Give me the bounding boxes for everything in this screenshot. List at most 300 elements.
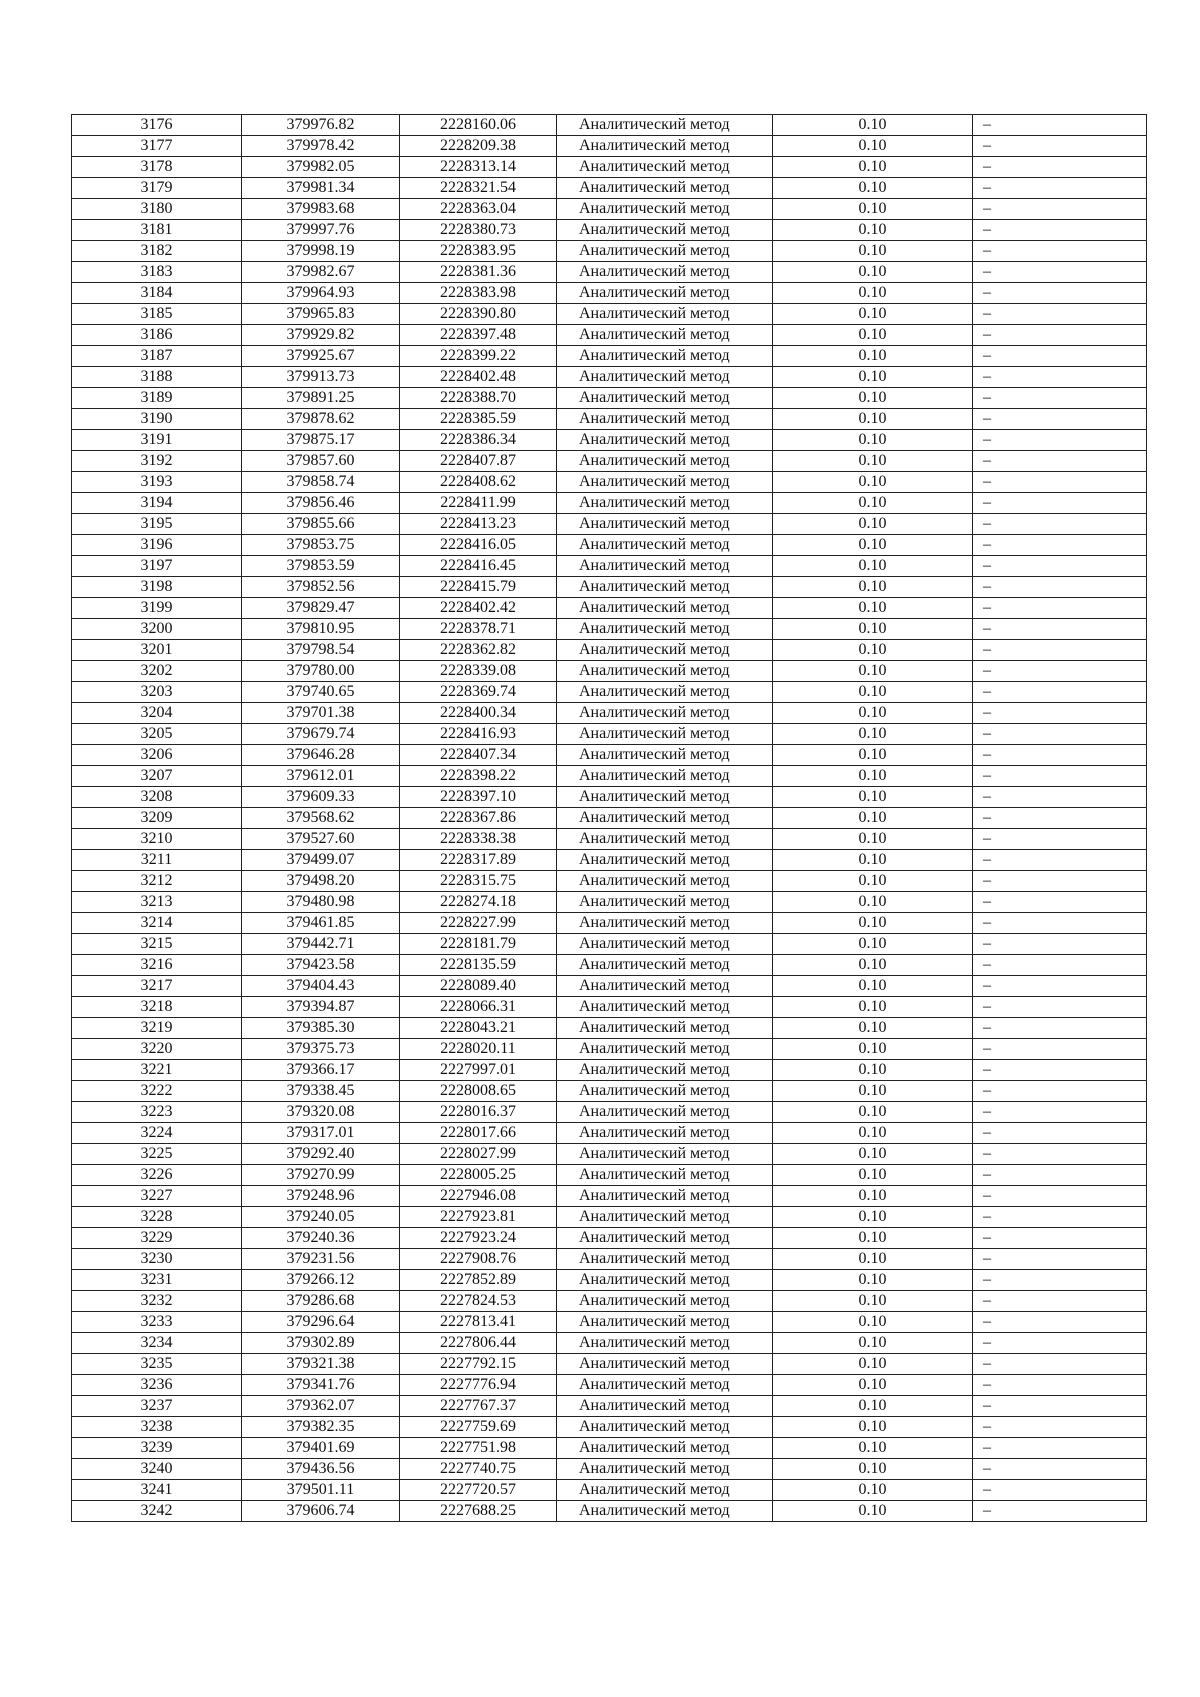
point-number-cell: 3176 (72, 115, 242, 136)
y-coordinate-cell: 2228415.79 (400, 577, 557, 598)
y-coordinate-cell: 2228338.38 (400, 829, 557, 850)
note-cell: – (973, 1165, 1147, 1186)
accuracy-cell: 0.10 (773, 640, 973, 661)
point-number-cell: 3237 (72, 1396, 242, 1417)
accuracy-cell: 0.10 (773, 199, 973, 220)
table-row (72, 157, 1147, 178)
accuracy-cell: 0.10 (773, 325, 973, 346)
x-coordinate-cell: 379394.87 (242, 997, 400, 1018)
accuracy-cell: 0.10 (773, 997, 973, 1018)
y-coordinate-cell: 2228402.48 (400, 367, 557, 388)
accuracy-cell: 0.10 (773, 1102, 973, 1123)
point-number-cell: 3238 (72, 1417, 242, 1438)
y-coordinate-cell: 2228385.59 (400, 409, 557, 430)
table-row (72, 577, 1147, 598)
y-coordinate-cell: 2228313.14 (400, 157, 557, 178)
x-coordinate-cell: 379375.73 (242, 1039, 400, 1060)
note-cell: – (973, 1207, 1147, 1228)
note-cell: – (973, 199, 1147, 220)
x-coordinate-cell: 379976.82 (242, 115, 400, 136)
table-row (72, 871, 1147, 892)
method-cell: Аналитический метод (557, 913, 773, 934)
x-coordinate-cell: 379296.64 (242, 1312, 400, 1333)
x-coordinate-cell: 379606.74 (242, 1501, 400, 1522)
y-coordinate-cell: 2228416.05 (400, 535, 557, 556)
accuracy-cell: 0.10 (773, 577, 973, 598)
method-cell: Аналитический метод (557, 1186, 773, 1207)
table-row (72, 1291, 1147, 1312)
x-coordinate-cell: 379925.67 (242, 346, 400, 367)
x-coordinate-cell: 379266.12 (242, 1270, 400, 1291)
point-number-cell: 3178 (72, 157, 242, 178)
accuracy-cell: 0.10 (773, 955, 973, 976)
accuracy-cell: 0.10 (773, 871, 973, 892)
x-coordinate-cell: 379858.74 (242, 472, 400, 493)
note-cell: – (973, 1081, 1147, 1102)
method-cell: Аналитический метод (557, 556, 773, 577)
method-cell: Аналитический метод (557, 871, 773, 892)
note-cell: – (973, 157, 1147, 178)
table-row (72, 304, 1147, 325)
point-number-cell: 3229 (72, 1228, 242, 1249)
table-row (72, 1039, 1147, 1060)
method-cell: Аналитический метод (557, 1480, 773, 1501)
method-cell: Аналитический метод (557, 682, 773, 703)
accuracy-cell: 0.10 (773, 1270, 973, 1291)
y-coordinate-cell: 2227740.75 (400, 1459, 557, 1480)
accuracy-cell: 0.10 (773, 493, 973, 514)
y-coordinate-cell: 2228407.34 (400, 745, 557, 766)
point-number-cell: 3189 (72, 388, 242, 409)
y-coordinate-cell: 2228135.59 (400, 955, 557, 976)
y-coordinate-cell: 2228181.79 (400, 934, 557, 955)
table-row (72, 1438, 1147, 1459)
x-coordinate-cell: 379913.73 (242, 367, 400, 388)
note-cell: – (973, 493, 1147, 514)
note-cell: – (973, 661, 1147, 682)
accuracy-cell: 0.10 (773, 787, 973, 808)
x-coordinate-cell: 379998.19 (242, 241, 400, 262)
method-cell: Аналитический метод (557, 1123, 773, 1144)
x-coordinate-cell: 379929.82 (242, 325, 400, 346)
note-cell: – (973, 1144, 1147, 1165)
note-cell: – (973, 1459, 1147, 1480)
method-cell: Аналитический метод (557, 1228, 773, 1249)
method-cell: Аналитический метод (557, 367, 773, 388)
y-coordinate-cell: 2227946.08 (400, 1186, 557, 1207)
accuracy-cell: 0.10 (773, 892, 973, 913)
y-coordinate-cell: 2227852.89 (400, 1270, 557, 1291)
method-cell: Аналитический метод (557, 1333, 773, 1354)
x-coordinate-cell: 379286.68 (242, 1291, 400, 1312)
x-coordinate-cell: 379382.35 (242, 1417, 400, 1438)
note-cell: – (973, 934, 1147, 955)
point-number-cell: 3220 (72, 1039, 242, 1060)
method-cell: Аналитический метод (557, 283, 773, 304)
accuracy-cell: 0.10 (773, 1228, 973, 1249)
accuracy-cell: 0.10 (773, 388, 973, 409)
y-coordinate-cell: 2227813.41 (400, 1312, 557, 1333)
y-coordinate-cell: 2227759.69 (400, 1417, 557, 1438)
table-row (72, 451, 1147, 472)
y-coordinate-cell: 2228388.70 (400, 388, 557, 409)
point-number-cell: 3217 (72, 976, 242, 997)
x-coordinate-cell: 379875.17 (242, 430, 400, 451)
table-row (72, 829, 1147, 850)
coordinates-table (71, 114, 1147, 1522)
accuracy-cell: 0.10 (773, 1207, 973, 1228)
accuracy-cell: 0.10 (773, 115, 973, 136)
table-row (72, 1501, 1147, 1522)
method-cell: Аналитический метод (557, 1312, 773, 1333)
point-number-cell: 3218 (72, 997, 242, 1018)
x-coordinate-cell: 379982.05 (242, 157, 400, 178)
point-number-cell: 3228 (72, 1207, 242, 1228)
y-coordinate-cell: 2228381.36 (400, 262, 557, 283)
method-cell: Аналитический метод (557, 1291, 773, 1312)
accuracy-cell: 0.10 (773, 1249, 973, 1270)
y-coordinate-cell: 2228413.23 (400, 514, 557, 535)
point-number-cell: 3177 (72, 136, 242, 157)
note-cell: – (973, 409, 1147, 430)
x-coordinate-cell: 379240.05 (242, 1207, 400, 1228)
point-number-cell: 3219 (72, 1018, 242, 1039)
note-cell: – (973, 262, 1147, 283)
note-cell: – (973, 745, 1147, 766)
note-cell: – (973, 1102, 1147, 1123)
y-coordinate-cell: 2228397.48 (400, 325, 557, 346)
x-coordinate-cell: 379320.08 (242, 1102, 400, 1123)
method-cell: Аналитический метод (557, 1438, 773, 1459)
method-cell: Аналитический метод (557, 178, 773, 199)
accuracy-cell: 0.10 (773, 1165, 973, 1186)
accuracy-cell: 0.10 (773, 703, 973, 724)
method-cell: Аналитический метод (557, 808, 773, 829)
y-coordinate-cell: 2228397.10 (400, 787, 557, 808)
method-cell: Аналитический метод (557, 724, 773, 745)
point-number-cell: 3239 (72, 1438, 242, 1459)
method-cell: Аналитический метод (557, 1396, 773, 1417)
point-number-cell: 3224 (72, 1123, 242, 1144)
table-row (72, 976, 1147, 997)
note-cell: – (973, 1438, 1147, 1459)
x-coordinate-cell: 379983.68 (242, 199, 400, 220)
point-number-cell: 3205 (72, 724, 242, 745)
table-row (72, 388, 1147, 409)
table-row (72, 1417, 1147, 1438)
table-row (72, 262, 1147, 283)
method-cell: Аналитический метод (557, 1144, 773, 1165)
table-row (72, 346, 1147, 367)
note-cell: – (973, 1501, 1147, 1522)
accuracy-cell: 0.10 (773, 367, 973, 388)
table-row (72, 1333, 1147, 1354)
accuracy-cell: 0.10 (773, 1417, 973, 1438)
method-cell: Аналитический метод (557, 514, 773, 535)
x-coordinate-cell: 379856.46 (242, 493, 400, 514)
y-coordinate-cell: 2228209.38 (400, 136, 557, 157)
x-coordinate-cell: 379853.59 (242, 556, 400, 577)
method-cell: Аналитический метод (557, 934, 773, 955)
x-coordinate-cell: 379385.30 (242, 1018, 400, 1039)
point-number-cell: 3214 (72, 913, 242, 934)
table-row (72, 1228, 1147, 1249)
method-cell: Аналитический метод (557, 409, 773, 430)
point-number-cell: 3206 (72, 745, 242, 766)
y-coordinate-cell: 2228411.99 (400, 493, 557, 514)
accuracy-cell: 0.10 (773, 724, 973, 745)
x-coordinate-cell: 379231.56 (242, 1249, 400, 1270)
note-cell: – (973, 955, 1147, 976)
note-cell: – (973, 976, 1147, 997)
accuracy-cell: 0.10 (773, 157, 973, 178)
method-cell: Аналитический метод (557, 892, 773, 913)
y-coordinate-cell: 2228321.54 (400, 178, 557, 199)
point-number-cell: 3198 (72, 577, 242, 598)
y-coordinate-cell: 2227923.81 (400, 1207, 557, 1228)
note-cell: – (973, 1228, 1147, 1249)
point-number-cell: 3210 (72, 829, 242, 850)
accuracy-cell: 0.10 (773, 1312, 973, 1333)
point-number-cell: 3183 (72, 262, 242, 283)
method-cell: Аналитический метод (557, 1249, 773, 1270)
accuracy-cell: 0.10 (773, 1333, 973, 1354)
note-cell: – (973, 1333, 1147, 1354)
point-number-cell: 3192 (72, 451, 242, 472)
point-number-cell: 3231 (72, 1270, 242, 1291)
method-cell: Аналитический метод (557, 955, 773, 976)
accuracy-cell: 0.10 (773, 745, 973, 766)
point-number-cell: 3187 (72, 346, 242, 367)
method-cell: Аналитический метод (557, 325, 773, 346)
table-row (72, 178, 1147, 199)
note-cell: – (973, 892, 1147, 913)
y-coordinate-cell: 2228066.31 (400, 997, 557, 1018)
method-cell: Аналитический метод (557, 1270, 773, 1291)
point-number-cell: 3201 (72, 640, 242, 661)
y-coordinate-cell: 2227997.01 (400, 1060, 557, 1081)
y-coordinate-cell: 2228386.34 (400, 430, 557, 451)
note-cell: – (973, 346, 1147, 367)
point-number-cell: 3182 (72, 241, 242, 262)
point-number-cell: 3184 (72, 283, 242, 304)
table-row (72, 1396, 1147, 1417)
note-cell: – (973, 619, 1147, 640)
method-cell: Аналитический метод (557, 493, 773, 514)
point-number-cell: 3195 (72, 514, 242, 535)
y-coordinate-cell: 2228160.06 (400, 115, 557, 136)
point-number-cell: 3226 (72, 1165, 242, 1186)
table-row (72, 766, 1147, 787)
y-coordinate-cell: 2227824.53 (400, 1291, 557, 1312)
accuracy-cell: 0.10 (773, 682, 973, 703)
accuracy-cell: 0.10 (773, 1123, 973, 1144)
accuracy-cell: 0.10 (773, 409, 973, 430)
x-coordinate-cell: 379978.42 (242, 136, 400, 157)
table-row (72, 1249, 1147, 1270)
table-body (72, 115, 1147, 1522)
note-cell: – (973, 556, 1147, 577)
method-cell: Аналитический метод (557, 850, 773, 871)
method-cell: Аналитический метод (557, 472, 773, 493)
table-row (72, 1060, 1147, 1081)
accuracy-cell: 0.10 (773, 241, 973, 262)
note-cell: – (973, 451, 1147, 472)
note-cell: – (973, 1312, 1147, 1333)
note-cell: – (973, 703, 1147, 724)
table-row (72, 199, 1147, 220)
point-number-cell: 3190 (72, 409, 242, 430)
table-row (72, 325, 1147, 346)
note-cell: – (973, 1396, 1147, 1417)
method-cell: Аналитический метод (557, 1354, 773, 1375)
method-cell: Аналитический метод (557, 220, 773, 241)
y-coordinate-cell: 2227688.25 (400, 1501, 557, 1522)
accuracy-cell: 0.10 (773, 346, 973, 367)
accuracy-cell: 0.10 (773, 1459, 973, 1480)
table-row (72, 115, 1147, 136)
method-cell: Аналитический метод (557, 829, 773, 850)
x-coordinate-cell: 379780.00 (242, 661, 400, 682)
x-coordinate-cell: 379366.17 (242, 1060, 400, 1081)
note-cell: – (973, 1018, 1147, 1039)
x-coordinate-cell: 379248.96 (242, 1186, 400, 1207)
table-row (72, 1207, 1147, 1228)
point-number-cell: 3209 (72, 808, 242, 829)
y-coordinate-cell: 2228315.75 (400, 871, 557, 892)
y-coordinate-cell: 2228027.99 (400, 1144, 557, 1165)
table-row (72, 367, 1147, 388)
accuracy-cell: 0.10 (773, 1438, 973, 1459)
note-cell: – (973, 871, 1147, 892)
method-cell: Аналитический метод (557, 1501, 773, 1522)
table-row (72, 1102, 1147, 1123)
x-coordinate-cell: 379423.58 (242, 955, 400, 976)
accuracy-cell: 0.10 (773, 934, 973, 955)
point-number-cell: 3196 (72, 535, 242, 556)
table-row (72, 661, 1147, 682)
y-coordinate-cell: 2228390.80 (400, 304, 557, 325)
method-cell: Аналитический метод (557, 976, 773, 997)
table-row (72, 1081, 1147, 1102)
method-cell: Аналитический метод (557, 346, 773, 367)
method-cell: Аналитический метод (557, 577, 773, 598)
note-cell: – (973, 577, 1147, 598)
table-row (72, 787, 1147, 808)
y-coordinate-cell: 2228416.45 (400, 556, 557, 577)
table-row (72, 955, 1147, 976)
x-coordinate-cell: 379499.07 (242, 850, 400, 871)
point-number-cell: 3215 (72, 934, 242, 955)
note-cell: – (973, 220, 1147, 241)
point-number-cell: 3185 (72, 304, 242, 325)
note-cell: – (973, 1123, 1147, 1144)
method-cell: Аналитический метод (557, 997, 773, 1018)
x-coordinate-cell: 379240.36 (242, 1228, 400, 1249)
note-cell: – (973, 766, 1147, 787)
accuracy-cell: 0.10 (773, 430, 973, 451)
point-number-cell: 3221 (72, 1060, 242, 1081)
note-cell: – (973, 598, 1147, 619)
point-number-cell: 3194 (72, 493, 242, 514)
accuracy-cell: 0.10 (773, 808, 973, 829)
point-number-cell: 3216 (72, 955, 242, 976)
method-cell: Аналитический метод (557, 304, 773, 325)
point-number-cell: 3181 (72, 220, 242, 241)
method-cell: Аналитический метод (557, 619, 773, 640)
note-cell: – (973, 829, 1147, 850)
method-cell: Аналитический метод (557, 598, 773, 619)
note-cell: – (973, 535, 1147, 556)
point-number-cell: 3232 (72, 1291, 242, 1312)
x-coordinate-cell: 379612.01 (242, 766, 400, 787)
note-cell: – (973, 514, 1147, 535)
point-number-cell: 3202 (72, 661, 242, 682)
x-coordinate-cell: 379609.33 (242, 787, 400, 808)
table-row (72, 808, 1147, 829)
accuracy-cell: 0.10 (773, 1039, 973, 1060)
y-coordinate-cell: 2227792.15 (400, 1354, 557, 1375)
table-row (72, 682, 1147, 703)
point-number-cell: 3241 (72, 1480, 242, 1501)
table-row (72, 430, 1147, 451)
point-number-cell: 3236 (72, 1375, 242, 1396)
note-cell: – (973, 115, 1147, 136)
note-cell: – (973, 178, 1147, 199)
accuracy-cell: 0.10 (773, 1018, 973, 1039)
table-row (72, 136, 1147, 157)
point-number-cell: 3197 (72, 556, 242, 577)
y-coordinate-cell: 2227908.76 (400, 1249, 557, 1270)
accuracy-cell: 0.10 (773, 1291, 973, 1312)
x-coordinate-cell: 379401.69 (242, 1438, 400, 1459)
x-coordinate-cell: 379292.40 (242, 1144, 400, 1165)
x-coordinate-cell: 379527.60 (242, 829, 400, 850)
table-row (72, 283, 1147, 304)
x-coordinate-cell: 379740.65 (242, 682, 400, 703)
x-coordinate-cell: 379852.56 (242, 577, 400, 598)
point-number-cell: 3186 (72, 325, 242, 346)
method-cell: Аналитический метод (557, 1459, 773, 1480)
y-coordinate-cell: 2228089.40 (400, 976, 557, 997)
y-coordinate-cell: 2228378.71 (400, 619, 557, 640)
point-number-cell: 3242 (72, 1501, 242, 1522)
table-row (72, 1270, 1147, 1291)
x-coordinate-cell: 379810.95 (242, 619, 400, 640)
x-coordinate-cell: 379853.75 (242, 535, 400, 556)
accuracy-cell: 0.10 (773, 661, 973, 682)
x-coordinate-cell: 379436.56 (242, 1459, 400, 1480)
point-number-cell: 3240 (72, 1459, 242, 1480)
accuracy-cell: 0.10 (773, 913, 973, 934)
method-cell: Аналитический метод (557, 241, 773, 262)
x-coordinate-cell: 379501.11 (242, 1480, 400, 1501)
y-coordinate-cell: 2228400.34 (400, 703, 557, 724)
method-cell: Аналитический метод (557, 199, 773, 220)
table-row (72, 556, 1147, 577)
point-number-cell: 3193 (72, 472, 242, 493)
method-cell: Аналитический метод (557, 1060, 773, 1081)
accuracy-cell: 0.10 (773, 1354, 973, 1375)
point-number-cell: 3191 (72, 430, 242, 451)
x-coordinate-cell: 379829.47 (242, 598, 400, 619)
point-number-cell: 3225 (72, 1144, 242, 1165)
accuracy-cell: 0.10 (773, 535, 973, 556)
point-number-cell: 3199 (72, 598, 242, 619)
note-cell: – (973, 997, 1147, 1018)
method-cell: Аналитический метод (557, 1081, 773, 1102)
accuracy-cell: 0.10 (773, 136, 973, 157)
